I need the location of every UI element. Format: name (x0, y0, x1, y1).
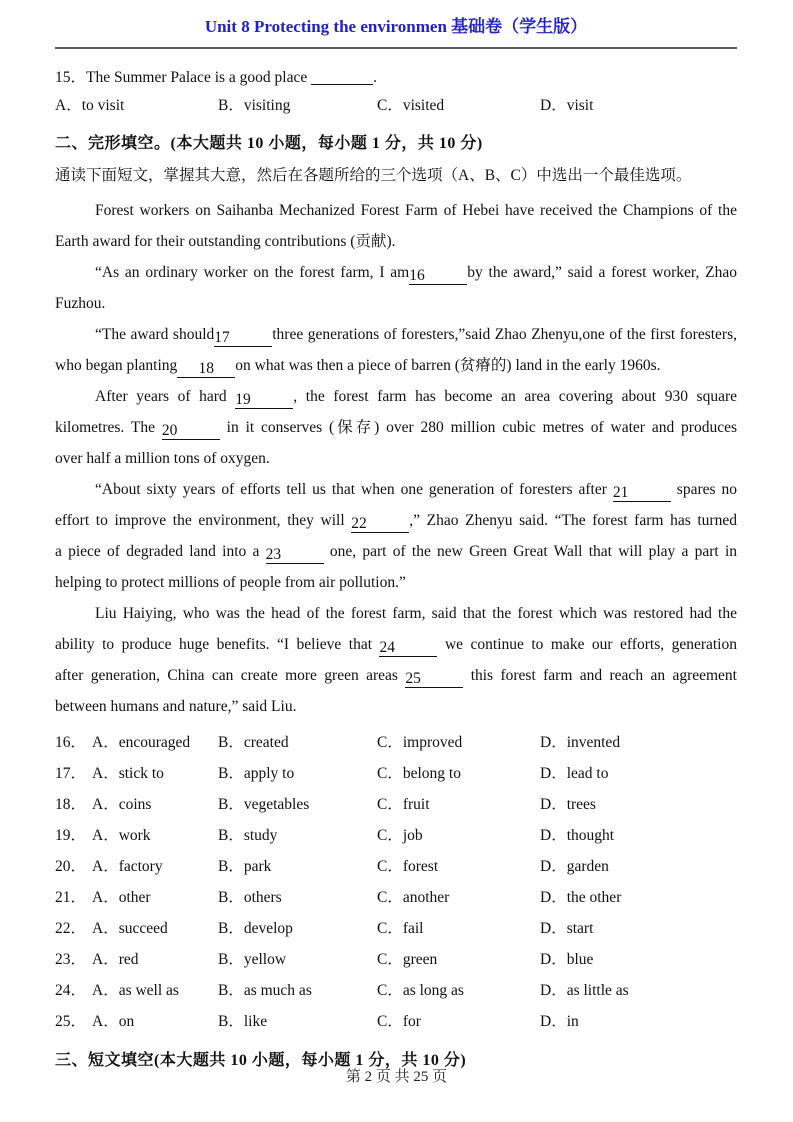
passage-line: “The award should17 three generations of foresters,”said Zhao Zhenyu,one of the first foresters, (95, 326, 737, 346)
cloze-blank: 17 (214, 328, 272, 347)
cloze-passage (55, 195, 737, 722)
cloze-question-row (55, 727, 737, 758)
option-B: B．study (218, 827, 278, 844)
passage-line: Fuzhou. (55, 295, 106, 312)
option-C: C．visited (377, 97, 445, 114)
cloze-blank: 18 (177, 359, 235, 378)
option-A: 19． A．work (55, 820, 218, 851)
cloze-blank: 24 (379, 638, 437, 657)
cloze-blank (311, 66, 373, 85)
question-15-options (55, 92, 737, 120)
option-D: D．start (540, 920, 594, 937)
option-B: B．yellow (218, 951, 287, 968)
passage-line: “About sixty years of efforts tell us that when one generation of foresters after 21 spares no (95, 481, 737, 501)
option-A: 22． A．succeed (55, 913, 218, 944)
option-B: B．as much as (218, 982, 312, 999)
option-C: C．belong to (377, 765, 461, 782)
cloze-question-row (55, 975, 737, 1006)
question-number: 25． (55, 1013, 87, 1030)
option-D: D．in (540, 1013, 579, 1030)
option-B: B．develop (218, 920, 293, 937)
option-C: C．fail (377, 920, 424, 937)
cloze-blank: 22 (351, 514, 409, 533)
cloze-question-row (55, 913, 737, 944)
option-A: 21． A．other (55, 882, 218, 913)
option-D: D．blue (540, 951, 594, 968)
option-D: D．garden (540, 858, 609, 875)
cloze-blank: 16 (409, 266, 467, 285)
cloze-blank: 21 (613, 483, 671, 502)
question-number: 18． (55, 796, 87, 813)
cloze-blank: 20 (162, 421, 220, 440)
option-B: B．visiting (218, 97, 291, 114)
cloze-blank: 25 (405, 669, 463, 688)
option-B: B．vegetables (218, 796, 310, 813)
header-divider (55, 47, 737, 49)
passage-line: “As an ordinary worker on the forest farm, I am16 by the award,” said a forest worker, Zhao (95, 264, 737, 284)
page-title: Unit 8 Protecting the environmen 基础卷（学生版） (204, 17, 588, 36)
cloze-question-row (55, 820, 737, 851)
question-number: 21． (55, 889, 87, 906)
section-3-heading: 三、短文填空(本大题共 10 小题，每小题 1 分，共 10 分) (55, 1052, 467, 1069)
passage-line: helping to protect millions of people from air pollution.” (55, 574, 406, 591)
option-B: B．created (218, 734, 289, 751)
option-A: A．to visit (55, 97, 125, 114)
passage-line: a piece of degraded land into a 23 one, part of the new Green Great Wall that will play a part in (55, 543, 737, 563)
option-D: D．the other (540, 889, 622, 906)
passage-line: between humans and nature,” said Liu. (55, 698, 297, 715)
cloze-blank: 23 (266, 545, 324, 564)
section-2-instruction: 通读下面短文，掌握其大意，然后在各题所给的三个选项（A、B、C）中选出一个最佳选项。 (55, 167, 692, 184)
option-A: 25． A．on (55, 1006, 218, 1037)
question-number: 17． (55, 765, 87, 782)
option-D: D．lead to (540, 765, 609, 782)
page-footer: 第 2 页 共 25 页 (345, 1069, 448, 1085)
passage-line: after generation, China can create more green areas 25 this forest farm and reach an agreement (55, 667, 737, 687)
passage-line: ability to produce huge benefits. “I believe that 24 we continue to make our efforts, generation (55, 636, 737, 656)
option-A: 18． A．coins (55, 789, 218, 820)
option-C: C．green (377, 951, 438, 968)
passage-line: Forest workers on Saihanba Mechanized Forest Farm of Hebei have received the Champions of the (95, 202, 737, 219)
passage-line: After years of hard 19 , the forest farm has become an area covering about 930 square (95, 388, 737, 408)
passage-line: Earth award for their outstanding contributions (贡献). (55, 233, 396, 250)
section-2-heading: 二、完形填空。(本大题共 10 小题，每小题 1 分，共 10 分) (55, 135, 483, 152)
question-number: 23． (55, 951, 87, 968)
cloze-question-row (55, 758, 737, 789)
passage-line: kilometres. The 20 in it conserves (保存) over 280 million cubic metres of water and produces (55, 419, 737, 439)
question-number: 16． (55, 734, 87, 751)
option-B: B．others (218, 889, 282, 906)
option-C: C．job (377, 827, 423, 844)
question-number: 22． (55, 920, 87, 937)
option-D: D．visit (540, 97, 594, 114)
passage-line: over half a million tons of oxygen. (55, 450, 270, 467)
option-B: B．like (218, 1013, 268, 1030)
question-number: 19． (55, 827, 87, 844)
option-D: D．thought (540, 827, 615, 844)
option-A: 16． A．encouraged (55, 727, 218, 758)
option-D: D．as little as (540, 982, 629, 999)
option-A: 24． A．as well as (55, 975, 218, 1006)
cloze-question-row (55, 789, 737, 820)
passage-line: effort to improve the environment, they will 22 ,” Zhao Zhenyu said. “The forest farm has turned (55, 512, 737, 532)
question-number: 20． (55, 858, 87, 875)
option-B: B．park (218, 858, 272, 875)
cloze-question-row (55, 1006, 737, 1037)
cloze-options-list (55, 727, 737, 1037)
passage-line: Liu Haiying, who was the head of the forest farm, said that the forest which was restored had the (95, 605, 737, 622)
option-C: C．as long as (377, 982, 464, 999)
option-C: C．another (377, 889, 450, 906)
cloze-blank: 19 (235, 390, 293, 409)
option-D: D．trees (540, 796, 596, 813)
option-C: C．forest (377, 858, 439, 875)
option-C: C．for (377, 1013, 421, 1030)
option-D: D．invented (540, 734, 621, 751)
option-A: 23． A．red (55, 944, 218, 975)
passage-line: who began planting 18 on what was then a piece of barren (贫瘠的) land in the early 1960s. (55, 357, 661, 377)
question-15-text: 15．The Summer Palace is a good place . (55, 64, 737, 92)
option-A: 20． A．factory (55, 851, 218, 882)
option-C: C．fruit (377, 796, 430, 813)
option-C: C．improved (377, 734, 463, 751)
cloze-question-row (55, 882, 737, 913)
option-B: B．apply to (218, 765, 295, 782)
cloze-question-row (55, 851, 737, 882)
question-number: 24． (55, 982, 87, 999)
option-A: 17． A．stick to (55, 758, 218, 789)
cloze-question-row (55, 944, 737, 975)
